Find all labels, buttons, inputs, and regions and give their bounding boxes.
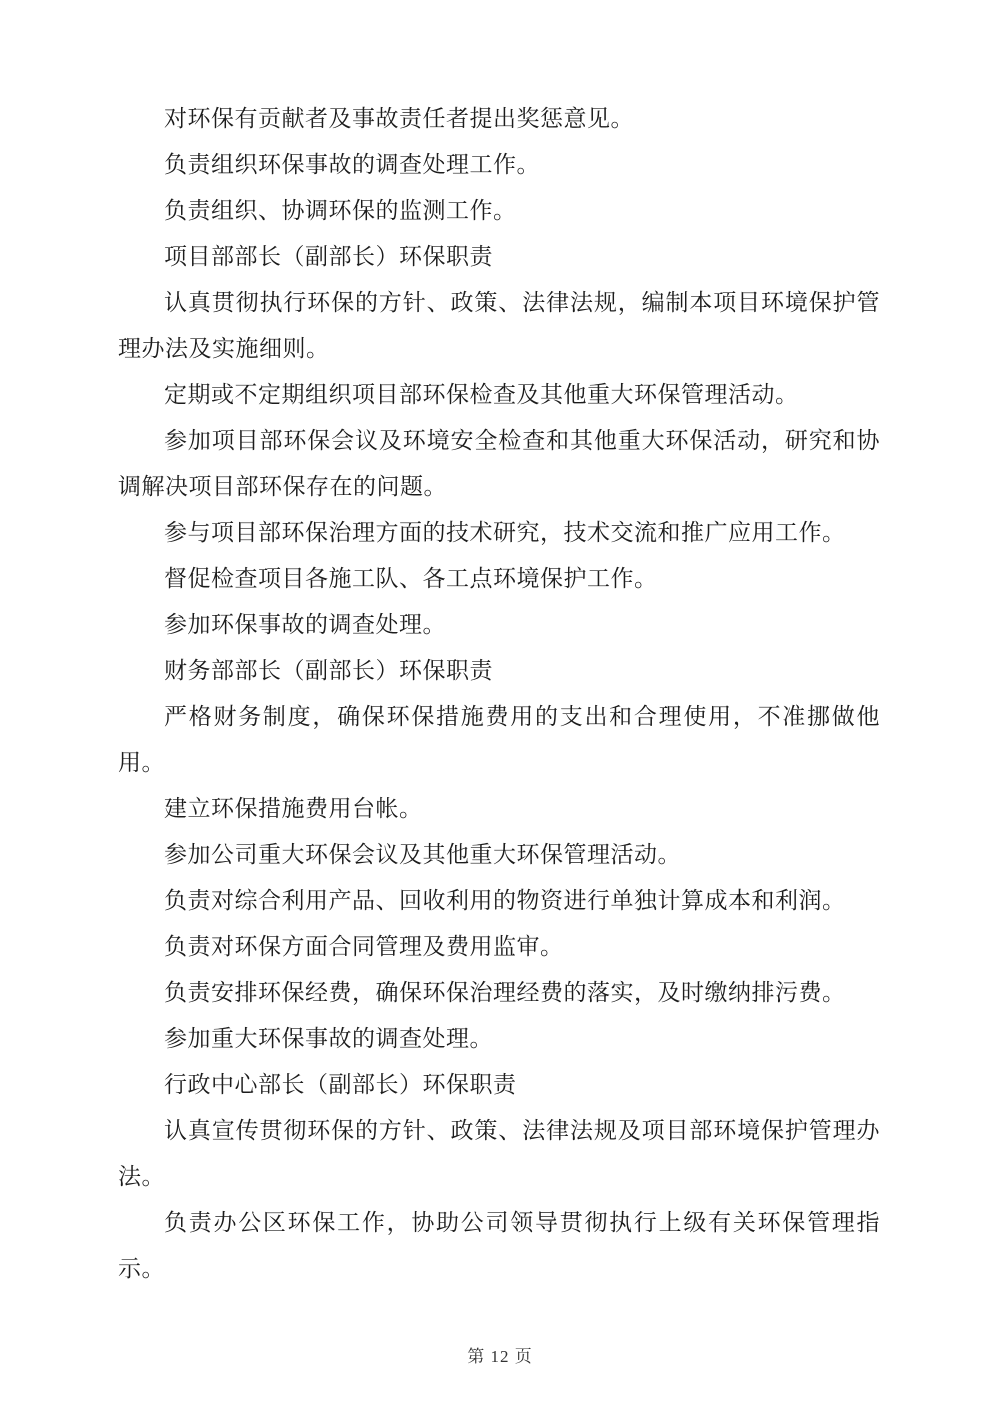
paragraph: 参加项目部环保会议及环境安全检查和其他重大环保活动，研究和协调解决项目部环保存在的问题。 (118, 428, 880, 499)
section-heading: 财务部部长（副部长）环保职责 (164, 658, 493, 683)
paragraph: 定期或不定期组织项目部环保检查及其他重大环保管理活动。 (164, 382, 799, 407)
paragraph: 参加重大环保事故的调查处理。 (164, 1026, 493, 1051)
paragraph: 严格财务制度，确保环保措施费用的支出和合理使用，不准挪做他用。 (118, 704, 880, 775)
paragraph: 参与项目部环保治理方面的技术研究，技术交流和推广应用工作。 (164, 520, 846, 545)
paragraph: 负责办公区环保工作，协助公司领导贯彻执行上级有关环保管理指示。 (118, 1210, 880, 1281)
paragraph: 负责安排环保经费，确保环保治理经费的落实，及时缴纳排污费。 (164, 980, 846, 1005)
page-number: 第 12 页 (467, 1347, 533, 1366)
paragraph: 督促检查项目各施工队、各工点环境保护工作。 (164, 566, 658, 591)
paragraph: 参加环保事故的调查处理。 (164, 612, 446, 637)
section-heading: 项目部部长（副部长）环保职责 (164, 244, 493, 269)
paragraph: 负责对综合利用产品、回收利用的物资进行单独计算成本和利润。 (164, 888, 846, 913)
document-body (118, 96, 880, 1292)
paragraph: 参加公司重大环保会议及其他重大环保管理活动。 (164, 842, 681, 867)
section-heading: 行政中心部长（副部长）环保职责 (164, 1072, 517, 1097)
paragraph: 建立环保措施费用台帐。 (164, 796, 423, 821)
paragraph: 认真宣传贯彻环保的方针、政策、法律法规及项目部环境保护管理办法。 (118, 1118, 880, 1189)
paragraph: 认真贯彻执行环保的方针、政策、法律法规，编制本项目环境保护管理办法及实施细则。 (118, 290, 880, 361)
paragraph: 对环保有贡献者及事故责任者提出奖惩意见。 (164, 106, 634, 131)
paragraph: 负责对环保方面合同管理及费用监审。 (164, 934, 564, 959)
paragraph: 负责组织环保事故的调查处理工作。 (164, 152, 540, 177)
paragraph: 负责组织、协调环保的监测工作。 (164, 198, 517, 223)
